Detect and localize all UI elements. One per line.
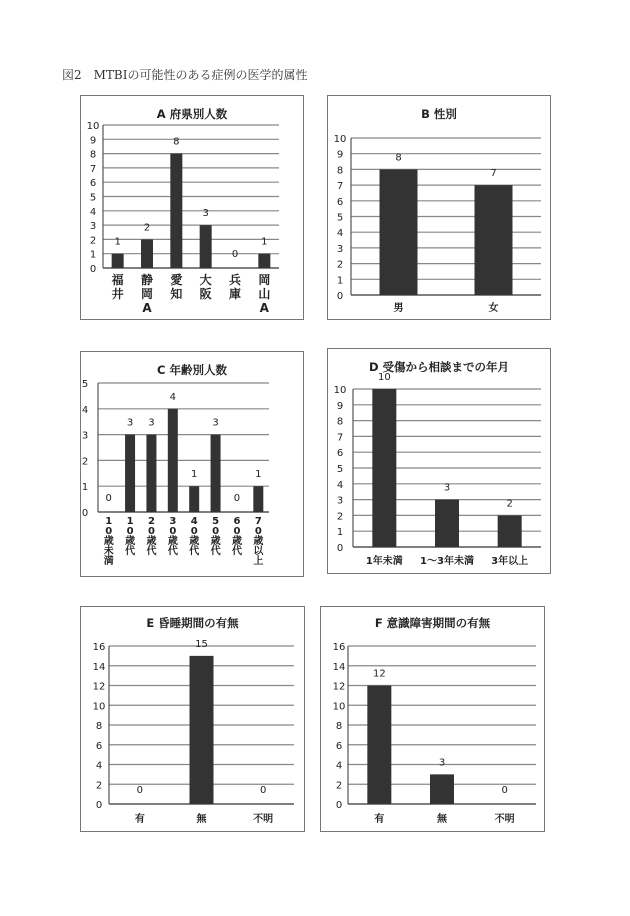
chart-d-time-to-consult <box>327 348 551 574</box>
value-label: 2 <box>143 222 151 234</box>
y-tick-label: 2 <box>335 780 343 792</box>
bar <box>435 500 459 547</box>
y-tick-label: 10 <box>332 701 346 713</box>
value-label: 1 <box>191 469 198 481</box>
y-tick-label: 14 <box>92 661 106 673</box>
chart-svg <box>81 352 303 576</box>
chart-svg <box>321 607 544 831</box>
value-label: 3 <box>202 208 209 220</box>
chart-f-consciousness <box>320 606 545 832</box>
chart-title: E 昏睡期間の有無 <box>146 616 239 630</box>
y-tick-label: 2 <box>336 511 344 523</box>
chart-title: C 年齢別人数 <box>157 363 227 377</box>
y-tick-label: 10 <box>86 121 100 132</box>
y-tick-label: 1 <box>89 249 97 261</box>
y-tick-label: 6 <box>336 196 344 208</box>
category-label: 2 0 歳代 <box>146 516 157 557</box>
category-label: 男 <box>393 303 404 314</box>
value-label: 2 <box>506 498 513 510</box>
value-label: 0 <box>105 493 112 504</box>
value-label: 1 <box>261 236 268 248</box>
chart-e-coma <box>80 606 305 832</box>
value-label: 8 <box>173 136 180 148</box>
y-tick-label: 4 <box>335 760 343 772</box>
bar <box>475 185 513 295</box>
bar <box>372 389 396 547</box>
bar <box>253 486 263 512</box>
category-label: 不明 <box>253 814 274 825</box>
category-label: 無 <box>196 814 207 825</box>
y-tick-label: 10 <box>333 134 347 145</box>
bar <box>141 239 153 268</box>
bar <box>146 435 156 512</box>
value-label: 4 <box>169 391 176 403</box>
y-tick-label: 6 <box>89 178 97 190</box>
bar <box>211 435 221 512</box>
category-label: 大阪 <box>199 273 212 301</box>
bar <box>170 154 182 268</box>
bar <box>498 515 522 547</box>
value-label: 0 <box>233 493 241 504</box>
value-label: 0 <box>231 249 239 260</box>
value-label: 0 <box>136 785 144 796</box>
category-label: 女 <box>488 303 499 314</box>
y-tick-label: 6 <box>335 740 343 752</box>
y-tick-label: 1 <box>336 275 344 287</box>
chart-title: D 受傷から相談までの年月 <box>368 360 510 374</box>
y-tick-label: 4 <box>89 206 97 218</box>
y-tick-label: 0 <box>335 800 343 811</box>
category-label: 1年未満 <box>365 556 403 567</box>
figure-caption: 図2 MTBIの可能性のある症例の医学的属性 <box>62 68 308 82</box>
chart-title: A 府県別人数 <box>156 107 228 121</box>
value-label: 0 <box>501 785 508 796</box>
value-label: 12 <box>372 668 386 680</box>
y-tick-label: 16 <box>92 642 106 653</box>
y-tick-label: 16 <box>332 642 346 653</box>
bar <box>112 254 124 268</box>
value-label: 0 <box>259 785 267 796</box>
y-tick-label: 7 <box>336 432 344 444</box>
y-tick-label: 3 <box>336 495 344 507</box>
value-label: 3 <box>212 417 219 429</box>
category-label: 有 <box>374 814 385 825</box>
y-tick-label: 4 <box>81 404 89 416</box>
y-tick-label: 8 <box>335 721 343 732</box>
category-label: 兵庫 <box>228 273 242 301</box>
category-label: 静岡 A <box>140 273 154 315</box>
y-tick-label: 2 <box>336 259 344 271</box>
chart-svg <box>81 607 304 831</box>
y-tick-label: 9 <box>336 149 344 161</box>
y-tick-label: 10 <box>333 385 347 396</box>
value-label: 15 <box>195 638 208 650</box>
bar <box>258 254 270 268</box>
y-tick-label: 1 <box>336 527 344 539</box>
y-tick-label: 3 <box>89 221 97 233</box>
chart-svg <box>328 96 550 319</box>
y-tick-label: 7 <box>89 163 97 175</box>
y-tick-label: 5 <box>81 379 89 390</box>
y-tick-label: 8 <box>89 149 97 161</box>
y-tick-label: 2 <box>95 780 103 792</box>
value-label: 7 <box>490 168 497 180</box>
y-tick-label: 0 <box>336 543 344 554</box>
value-label: 1 <box>114 236 121 248</box>
y-tick-label: 12 <box>332 681 346 693</box>
y-tick-label: 9 <box>336 400 344 412</box>
category-label: 1 0 歳未満 <box>103 516 114 567</box>
y-tick-label: 7 <box>336 181 344 193</box>
y-tick-label: 4 <box>95 760 103 772</box>
chart-title: F 意識障害期間の有無 <box>374 616 491 630</box>
chart-b-sex <box>327 95 551 320</box>
bar <box>380 169 418 295</box>
y-tick-label: 5 <box>336 464 344 475</box>
bar <box>189 486 199 512</box>
y-tick-label: 0 <box>81 508 89 519</box>
y-tick-label: 6 <box>95 740 103 752</box>
category-label: 愛知 <box>170 273 183 301</box>
y-tick-label: 1 <box>81 482 89 494</box>
y-tick-label: 2 <box>81 456 89 468</box>
bar <box>367 686 391 805</box>
value-label: 3 <box>438 757 446 769</box>
category-label: 3年以上 <box>491 556 529 567</box>
y-tick-label: 0 <box>336 291 344 302</box>
category-label: 6 0 歳代 <box>231 516 242 557</box>
y-tick-label: 5 <box>89 192 97 204</box>
chart-svg <box>81 96 303 319</box>
category-label: 3 0 歳代 <box>167 516 178 557</box>
bar <box>190 656 214 804</box>
category-label: 7 0 歳以上 <box>253 516 264 567</box>
y-tick-label: 14 <box>332 661 346 673</box>
category-label: 有 <box>134 814 145 825</box>
value-label: 3 <box>148 417 155 429</box>
value-label: 10 <box>377 372 391 383</box>
value-label: 8 <box>395 152 402 164</box>
y-tick-label: 5 <box>336 212 344 224</box>
value-label: 1 <box>255 469 262 481</box>
bar <box>430 774 454 804</box>
category-label: 1 0 歳代 <box>125 516 136 557</box>
y-tick-label: 6 <box>336 448 344 460</box>
bar <box>200 225 212 268</box>
y-tick-label: 0 <box>89 264 97 275</box>
y-tick-label: 4 <box>336 228 344 240</box>
bar <box>168 409 178 512</box>
category-label: 無 <box>437 814 447 825</box>
chart-a-prefecture <box>80 95 304 320</box>
category-label: 福井 <box>111 273 124 301</box>
y-tick-label: 10 <box>92 701 106 713</box>
y-tick-label: 2 <box>89 235 97 247</box>
y-tick-label: 9 <box>89 135 97 147</box>
y-tick-label: 3 <box>336 243 344 255</box>
value-label: 3 <box>443 482 451 494</box>
category-label: 不明 <box>494 814 515 825</box>
chart-c-age <box>80 351 304 577</box>
y-tick-label: 4 <box>336 479 344 491</box>
bar <box>125 435 135 512</box>
chart-title: B 性別 <box>421 107 457 121</box>
y-tick-label: 8 <box>336 416 344 428</box>
y-tick-label: 8 <box>95 721 103 732</box>
category-label: 4 0 歳代 <box>189 516 200 557</box>
chart-svg <box>328 349 550 573</box>
y-tick-label: 8 <box>336 165 344 177</box>
y-tick-label: 3 <box>81 430 89 442</box>
y-tick-label: 12 <box>92 681 106 693</box>
value-label: 3 <box>126 417 134 429</box>
y-tick-label: 0 <box>95 800 103 811</box>
category-label: 5 0 歳代 <box>210 516 221 557</box>
category-label: 岡山 A <box>258 273 271 315</box>
category-label: 1～3年未満 <box>420 556 474 567</box>
